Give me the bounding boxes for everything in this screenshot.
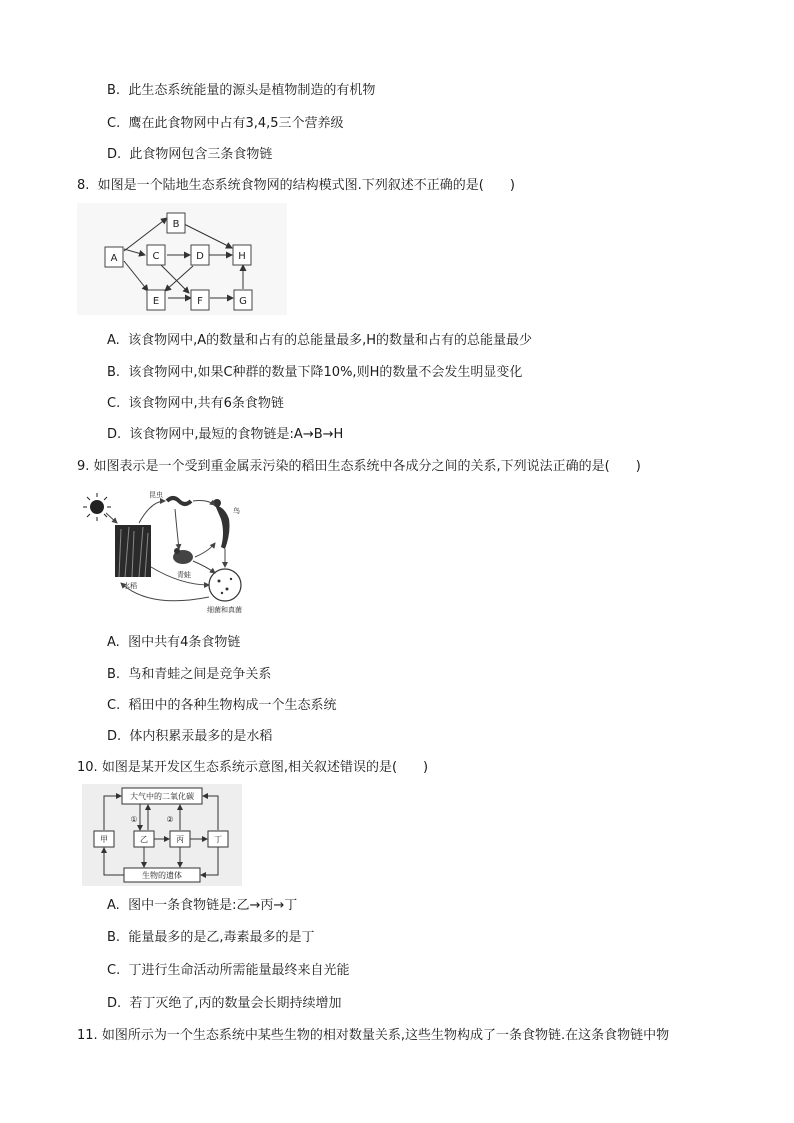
q7-option-c: C. 鹰在此食物网中占有3,4,5三个营养级 xyxy=(107,116,344,131)
microbes-icon xyxy=(209,569,241,601)
q10-stem: 10. 如图是某开发区生态系统示意图,相关叙述错误的是( ) xyxy=(77,760,429,775)
frog-icon xyxy=(173,548,193,564)
microbes-label: 细菌和真菌 xyxy=(207,606,242,614)
q10-option-c: C. 丁进行生命活动所需能量最终来自光能 xyxy=(107,963,350,978)
node-c: C xyxy=(152,251,160,262)
q8-option-d: D. 该食物网中,最短的食物链是:A→B→H xyxy=(107,427,344,442)
q9-paddy-ecosystem-diagram xyxy=(79,487,249,617)
insect-icon xyxy=(167,498,191,504)
q8-option-c: C. 该食物网中,共有6条食物链 xyxy=(107,396,284,411)
bird-label: 鸟 xyxy=(233,507,240,515)
node-a: A xyxy=(110,253,118,264)
q10-option-d: D. 若丁灭绝了,丙的数量会长期持续增加 xyxy=(107,996,342,1011)
q9-option-a: A. 图中共有4条食物链 xyxy=(107,635,241,650)
q10-option-a: A. 图中一条食物链是:乙→丙→丁 xyxy=(107,898,298,913)
node-g: G xyxy=(239,296,247,307)
node-e: E xyxy=(152,296,160,307)
node-d: D xyxy=(196,251,204,262)
sun-icon xyxy=(83,493,111,521)
q7-option-b: B. 此生态系统能量的源头是植物制造的有机物 xyxy=(107,83,376,98)
bird-icon xyxy=(213,499,230,549)
node-h: H xyxy=(238,251,246,262)
q8-food-web-diagram xyxy=(77,203,287,315)
q9-option-c: C. 稻田中的各种生物构成一个生态系统 xyxy=(107,698,337,713)
node-b: B xyxy=(172,219,180,230)
rice-icon xyxy=(115,525,151,577)
q11-stem: 11. 如图所示为一个生态系统中某些生物的相对数量关系,这些生物构成了一条食物链.在这条食物链中物 xyxy=(77,1028,670,1043)
yi-label: 乙 xyxy=(140,835,148,844)
q10-ecosystem-diagram xyxy=(82,784,242,886)
rice-label: 水稻 xyxy=(123,582,137,590)
q7-option-d: D. 此食物网包含三条食物链 xyxy=(107,147,273,162)
q10-option-b: B. 能量最多的是乙,毒素最多的是丁 xyxy=(107,930,315,945)
node-f: F xyxy=(197,296,203,307)
q8-option-b: B. 该食物网中,如果C种群的数量下降10%,则H的数量不会发生明显变化 xyxy=(107,365,523,380)
q9-option-b: B. 鸟和青蛙之间是竞争关系 xyxy=(107,667,272,682)
bing-label: 丙 xyxy=(176,835,184,844)
jia-label: 甲 xyxy=(100,835,108,844)
q8-stem: 8. 如图是一个陆地生态系统食物网的结构模式图.下列叙述不正确的是( ) xyxy=(77,178,515,193)
q9-option-d: D. 体内积累汞最多的是水稻 xyxy=(107,729,273,744)
q9-stem: 9. 如图表示是一个受到重金属汞污染的稻田生态系统中各成分之间的关系,下列说法正确的是( ) xyxy=(77,459,641,474)
q8-option-a: A. 该食物网中,A的数量和占有的总能量最多,H的数量和占有的总能量最少 xyxy=(107,333,532,348)
insect-label: 昆虫 xyxy=(149,491,163,499)
frog-label: 青蛙 xyxy=(177,571,191,579)
mark-1: ① xyxy=(130,815,138,824)
remains-label: 生物的遗体 xyxy=(142,871,182,880)
atmosphere-co2-label: 大气中的二氧化碳 xyxy=(130,792,194,801)
mark-2: ② xyxy=(166,815,174,824)
ding-label: 丁 xyxy=(214,835,222,844)
